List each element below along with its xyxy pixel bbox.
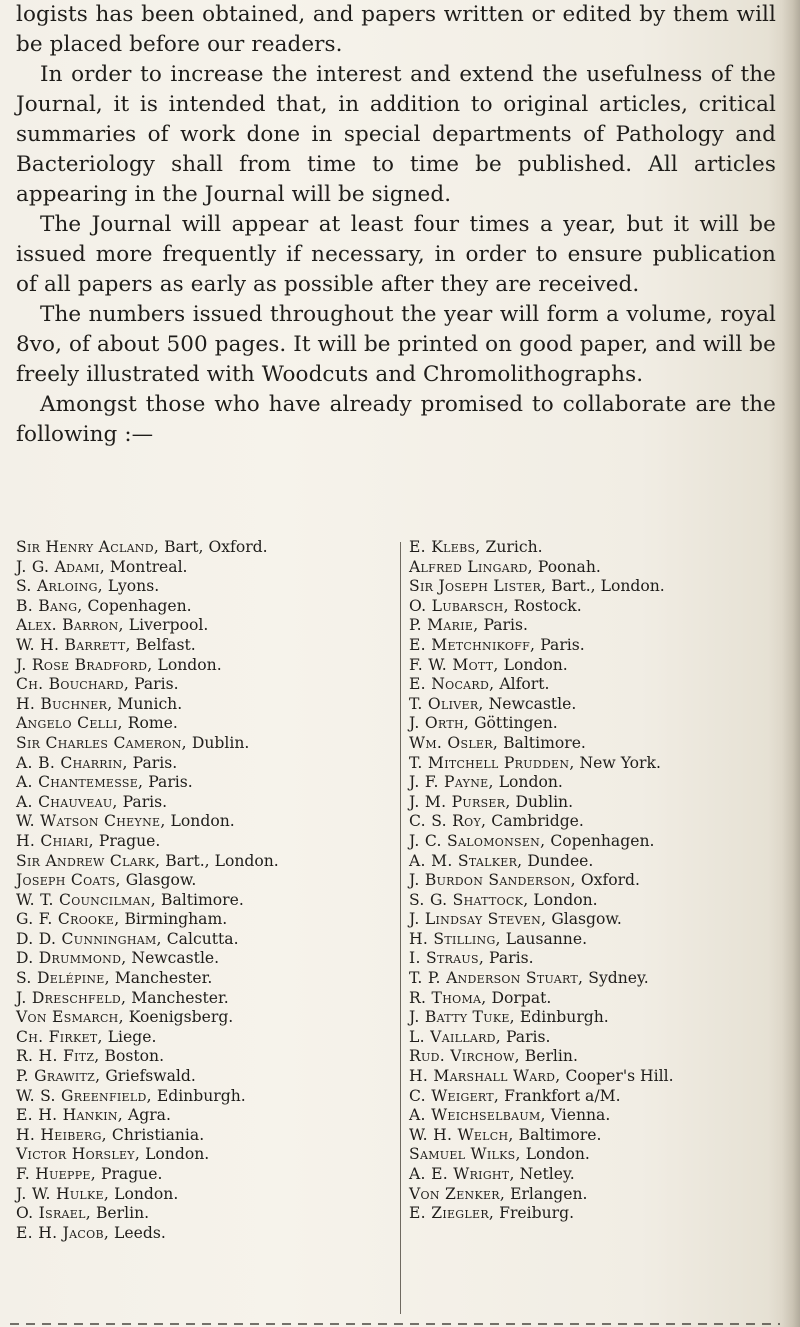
collaborator-entry bbox=[409, 1008, 779, 1028]
collaborator-entry bbox=[409, 636, 779, 656]
collaborator-place: Montreal. bbox=[104, 557, 188, 576]
collaborator-entry bbox=[409, 754, 779, 774]
collaborator-place: Sydney. bbox=[583, 969, 649, 988]
collaborator-entry bbox=[409, 852, 779, 872]
collaborator-place: Newcastle. bbox=[126, 949, 220, 968]
collaborator-place: New York. bbox=[574, 753, 661, 772]
collaborator-place: Lausanne. bbox=[500, 929, 588, 948]
collaborator-place: Berlin. bbox=[519, 1047, 578, 1066]
collaborator-name: T. Oliver, bbox=[409, 694, 484, 713]
collaborator-entry bbox=[16, 949, 386, 969]
collaborator-entry bbox=[16, 577, 386, 597]
collaborator-place: Dublin. bbox=[186, 733, 250, 752]
collaborator-name: J. Lindsay Steven, bbox=[409, 910, 547, 929]
collaborator-entry bbox=[409, 949, 779, 969]
collaborator-entry bbox=[409, 1047, 779, 1067]
collaborator-place: Bart., London. bbox=[546, 577, 665, 596]
collaborator-name: D. D. Cunningham, bbox=[16, 929, 162, 948]
collaborator-entry bbox=[16, 675, 386, 695]
page-edge-shadow bbox=[782, 0, 800, 1327]
paragraph-collaborators-intro: Amongst those who have already promised to collaborate are the following :— bbox=[16, 392, 776, 447]
collaborator-entry bbox=[16, 852, 386, 872]
column-divider bbox=[400, 542, 401, 1314]
collaborator-entry bbox=[16, 616, 386, 636]
collaborator-place: Cooper's Hill. bbox=[560, 1067, 674, 1086]
collaborator-name: W. T. Councilman, bbox=[16, 890, 157, 909]
collaborator-entry bbox=[16, 1185, 386, 1205]
collaborator-place: Oxford. bbox=[575, 871, 640, 890]
collaborator-entry bbox=[16, 1008, 386, 1028]
collaborator-entry bbox=[409, 871, 779, 891]
collaborator-name: A. Weichselbaum, bbox=[409, 1106, 546, 1125]
collaborator-name: I. Straus, bbox=[409, 949, 485, 968]
collaborator-name: R. Thoma, bbox=[409, 988, 487, 1007]
collaborator-name: Sir Joseph Lister, bbox=[409, 577, 547, 596]
collaborator-name: J. Orth, bbox=[409, 714, 470, 733]
collaborator-name: E. H. Jacob, bbox=[16, 1223, 110, 1242]
collaborator-name: J. W. Hulke, bbox=[16, 1184, 110, 1203]
collaborator-entry bbox=[409, 1067, 779, 1087]
collaborator-name: F. W. Mott, bbox=[409, 655, 499, 674]
collaborator-entry bbox=[16, 558, 386, 578]
collaborator-place: Manchester. bbox=[109, 969, 213, 988]
collaborator-name: Alfred Lingard, bbox=[409, 557, 533, 576]
collaborator-name: J. C. Salomonsen, bbox=[409, 831, 546, 850]
collaborator-place: Paris. bbox=[127, 753, 178, 772]
collaborator-place: Liverpool. bbox=[123, 616, 209, 635]
collaborator-entry bbox=[409, 734, 779, 754]
collaborator-place: Prague. bbox=[93, 831, 161, 850]
collaborator-place: Koenigsberg. bbox=[123, 1008, 234, 1027]
collaborator-name: W. H. Welch, bbox=[409, 1125, 514, 1144]
collaborators-left-column bbox=[16, 538, 386, 1243]
collaborator-entry bbox=[409, 969, 779, 989]
collaborator-name: E. Ziegler, bbox=[409, 1204, 495, 1223]
collaborator-place: Rostock. bbox=[508, 596, 582, 615]
collaborator-name: Rud. Virchow, bbox=[409, 1047, 520, 1066]
collaborator-entry bbox=[409, 930, 779, 950]
collaborator-name: J. F. Payne, bbox=[409, 773, 494, 792]
collaborator-entry bbox=[16, 695, 386, 715]
collaborator-name: Sir Henry Acland, bbox=[16, 538, 160, 556]
collaborator-place: Birmingham. bbox=[119, 910, 228, 929]
collaborator-place: Paris. bbox=[129, 675, 179, 694]
collaborator-name: G. F. Crooke, bbox=[16, 910, 120, 929]
collaborator-name: S. Arloing, bbox=[16, 577, 103, 596]
collaborator-name: Sir Charles Cameron, bbox=[16, 733, 187, 752]
collaborator-name: P. Grawitz, bbox=[16, 1067, 101, 1086]
collaborator-name: J. G. Adami, bbox=[16, 557, 105, 576]
collaborator-place: Baltimore. bbox=[513, 1125, 602, 1144]
collaborator-entry bbox=[16, 734, 386, 754]
collaborator-name: T. Mitchell Prudden, bbox=[409, 753, 575, 772]
collaborator-entry bbox=[16, 969, 386, 989]
paragraph-frequency: The Journal will appear at least four times a year, but it will be issued more frequently if necessary, in order to ensure publication of all papers as early as possible after they are received. bbox=[16, 212, 776, 297]
collaborator-name: Ch. Bouchard, bbox=[16, 675, 130, 694]
collaborator-entry bbox=[16, 1224, 386, 1244]
collaborator-entry bbox=[16, 597, 386, 617]
collaborator-entry bbox=[16, 714, 386, 734]
collaborator-place: Munich. bbox=[112, 694, 183, 713]
collaborator-name: C. Weigert, bbox=[409, 1086, 500, 1105]
collaborator-entry bbox=[409, 1126, 779, 1146]
collaborator-place: Newcastle. bbox=[483, 694, 577, 713]
collaborator-place: Frankfort a/M. bbox=[499, 1086, 621, 1105]
collaborator-name: J. Dreschfeld, bbox=[16, 988, 127, 1007]
collaborator-place: Rome. bbox=[122, 714, 178, 733]
collaborator-entry bbox=[16, 1067, 386, 1087]
collaborator-entry bbox=[409, 616, 779, 636]
collaborator-entry bbox=[409, 577, 779, 597]
collaborator-name: J. Batty Tuke, bbox=[409, 1008, 515, 1027]
collaborator-place: Leeds. bbox=[109, 1223, 166, 1242]
collaborator-place: London. bbox=[528, 890, 598, 909]
collaborator-place: London. bbox=[520, 1145, 590, 1164]
collaborator-place: Agra. bbox=[123, 1106, 171, 1125]
collaborator-entry bbox=[16, 1028, 386, 1048]
collaborators-right-column bbox=[409, 538, 779, 1224]
collaborator-entry bbox=[16, 773, 386, 793]
collaborator-place: Glasgow. bbox=[120, 871, 197, 890]
collaborator-place: Paris. bbox=[117, 792, 168, 811]
collaborator-place: Baltimore. bbox=[498, 733, 586, 752]
collaborator-name: Victor Horsley, bbox=[16, 1145, 141, 1164]
collaborator-entry bbox=[409, 558, 779, 578]
collaborator-name: A. M. Stalker, bbox=[409, 851, 523, 870]
collaborator-name: D. Drummond, bbox=[16, 949, 127, 968]
collaborator-name: F. Hueppe, bbox=[16, 1165, 96, 1183]
collaborator-place: Dublin. bbox=[510, 792, 574, 811]
collaborator-entry bbox=[409, 773, 779, 793]
collaborator-place: Cambridge. bbox=[486, 812, 584, 831]
collaborator-entry bbox=[16, 1087, 386, 1107]
collaborator-entry bbox=[409, 989, 779, 1009]
collaborator-name: W. S. Greenfield, bbox=[16, 1086, 152, 1105]
collaborator-name: L. Vaillard, bbox=[409, 1027, 502, 1046]
collaborator-place: Bart., London. bbox=[160, 851, 279, 870]
collaborator-place: Erlangen. bbox=[505, 1184, 588, 1203]
collaborator-entry bbox=[409, 1145, 779, 1165]
collaborator-name: A. E. Wright, bbox=[409, 1165, 515, 1183]
paragraph-volume: The numbers issued throughout the year will form a volume, royal 8vo, of about 500 pages. It will be printed on good paper, and will be freely illustrated with Woodcuts and Chromolithographs. bbox=[16, 302, 776, 387]
collaborator-entry bbox=[16, 793, 386, 813]
collaborator-place: Manchester. bbox=[126, 988, 229, 1007]
paragraph-continuation: logists has been obtained, and papers written or edited by them will be placed before our readers. bbox=[16, 2, 776, 57]
collaborator-name: Ch. Firket, bbox=[16, 1027, 103, 1046]
collaborator-name: Samuel Wilks, bbox=[409, 1145, 521, 1164]
collaborator-place: London. bbox=[152, 655, 222, 674]
collaborator-name: Angelo Celli, bbox=[16, 714, 123, 733]
collaborator-place: Paris. bbox=[535, 635, 585, 654]
collaborator-place: Belfast. bbox=[130, 635, 196, 654]
paragraph-usefulness: In order to increase the interest and extend the usefulness of the Journal, it is intended that, in addition to original articles, critical summaries of work done in special departments of Pathology and Bacteriology shall from time to time be published. All articles appearing in the Journal will be signed. bbox=[16, 62, 776, 207]
collaborator-place: London. bbox=[493, 773, 563, 792]
collaborator-name: P. Marie, bbox=[409, 616, 479, 635]
collaborator-name: E. Klebs, bbox=[409, 538, 481, 556]
collaborator-name: W. Watson Cheyne, bbox=[16, 812, 166, 831]
collaborator-entry bbox=[409, 1204, 779, 1224]
collaborator-entry bbox=[16, 871, 386, 891]
collaborator-place: Baltimore. bbox=[156, 890, 244, 909]
collaborator-name: Von Esmarch, bbox=[16, 1008, 124, 1027]
collaborator-place: Christiania. bbox=[106, 1125, 205, 1144]
collaborator-place: London. bbox=[165, 812, 235, 831]
collaborator-entry bbox=[16, 754, 386, 774]
collaborator-place: Göttingen. bbox=[469, 714, 558, 733]
collaborator-name: Wm. Osler, bbox=[409, 733, 499, 752]
collaborator-name: R. H. Fitz, bbox=[16, 1047, 100, 1066]
collaborator-place: London. bbox=[140, 1145, 210, 1164]
collaborator-entry bbox=[16, 1145, 386, 1165]
collaborator-place: London. bbox=[498, 655, 568, 674]
collaborator-name: B. Bang, bbox=[16, 596, 83, 615]
collaborator-place: Boston. bbox=[99, 1047, 165, 1066]
collaborator-name: J. M. Purser, bbox=[409, 792, 511, 811]
collaborator-place: Zurich. bbox=[480, 538, 543, 556]
collaborator-place: Freiburg. bbox=[494, 1204, 575, 1223]
collaborator-place: Vienna. bbox=[545, 1106, 611, 1125]
collaborator-name: H. Chiari, bbox=[16, 831, 94, 850]
collaborator-entry bbox=[409, 910, 779, 930]
collaborator-place: Griefswald. bbox=[100, 1067, 196, 1086]
collaborator-name: Von Zenker, bbox=[409, 1184, 506, 1203]
collaborator-name: J. Burdon Sanderson, bbox=[409, 871, 576, 890]
collaborator-name: O. Lubarsch, bbox=[409, 596, 509, 615]
prospectus-text bbox=[16, 0, 776, 450]
collaborator-entry bbox=[16, 891, 386, 911]
collaborator-name: S. Delépine, bbox=[16, 969, 110, 988]
collaborator-entry bbox=[409, 538, 779, 558]
collaborator-entry bbox=[16, 930, 386, 950]
collaborator-entry bbox=[409, 1185, 779, 1205]
collaborator-place: Netley. bbox=[514, 1165, 575, 1183]
collaborator-entry bbox=[409, 656, 779, 676]
collaborator-entry bbox=[16, 636, 386, 656]
collaborator-name: S. G. Shattock, bbox=[409, 890, 529, 909]
collaborator-entry bbox=[409, 597, 779, 617]
collaborator-name: E. Metchnikoff, bbox=[409, 635, 536, 654]
collaborator-entry bbox=[409, 1028, 779, 1048]
collaborator-entry bbox=[16, 812, 386, 832]
collaborator-entry bbox=[409, 793, 779, 813]
collaborators-list bbox=[16, 538, 776, 1318]
collaborator-name: J. Rose Bradford, bbox=[16, 655, 153, 674]
collaborator-name: C. S. Roy, bbox=[409, 812, 487, 831]
collaborator-place: Prague. bbox=[96, 1165, 163, 1183]
collaborator-place: London. bbox=[109, 1184, 179, 1203]
collaborator-entry bbox=[409, 1087, 779, 1107]
collaborator-name: A. Chantemesse, bbox=[16, 773, 144, 792]
collaborator-name: E. Nocard, bbox=[409, 675, 495, 694]
collaborator-place: Paris. bbox=[484, 949, 534, 968]
collaborator-place: Paris. bbox=[143, 773, 193, 792]
collaborator-place: Dorpat. bbox=[486, 988, 552, 1007]
collaborator-place: Edinburgh. bbox=[151, 1086, 246, 1105]
collaborator-name: A. B. Charrin, bbox=[16, 753, 128, 772]
collaborator-name: O. Israel, bbox=[16, 1204, 91, 1223]
collaborator-entry bbox=[409, 891, 779, 911]
collaborator-place: Paris. bbox=[501, 1027, 551, 1046]
collaborator-place: Edinburgh. bbox=[514, 1008, 609, 1027]
collaborator-name: Alex. Barron, bbox=[16, 616, 124, 635]
collaborator-name: T. P. Anderson Stuart, bbox=[409, 969, 584, 988]
collaborator-entry bbox=[409, 695, 779, 715]
collaborator-name: Joseph Coats, bbox=[16, 871, 121, 890]
collaborator-place: Dundee. bbox=[522, 851, 594, 870]
collaborator-entry bbox=[16, 1126, 386, 1146]
collaborator-place: Copenhagen. bbox=[82, 596, 192, 615]
collaborator-name: Sir Andrew Clark, bbox=[16, 851, 161, 870]
collaborator-name: H. Marshall Ward, bbox=[409, 1067, 561, 1086]
collaborator-name: W. H. Barrett, bbox=[16, 635, 131, 654]
collaborator-entry bbox=[409, 1106, 779, 1126]
collaborator-place: Alfort. bbox=[494, 675, 550, 694]
collaborator-entry bbox=[409, 1165, 779, 1185]
collaborator-entry bbox=[409, 675, 779, 695]
collaborator-entry bbox=[16, 1047, 386, 1067]
collaborator-entry bbox=[16, 832, 386, 852]
collaborator-entry bbox=[409, 832, 779, 852]
collaborator-place: Bart, Oxford. bbox=[159, 538, 268, 556]
collaborator-entry bbox=[409, 714, 779, 734]
collaborator-name: H. Stilling, bbox=[409, 929, 501, 948]
collaborator-place: Paris. bbox=[478, 616, 528, 635]
collaborator-place: Copenhagen. bbox=[545, 831, 655, 850]
collaborator-entry bbox=[16, 910, 386, 930]
collaborator-place: Calcutta. bbox=[161, 929, 239, 948]
collaborator-name: E. H. Hankin, bbox=[16, 1106, 124, 1125]
collaborator-entry bbox=[16, 656, 386, 676]
collaborator-entry bbox=[16, 989, 386, 1009]
collaborator-entry bbox=[16, 1106, 386, 1126]
collaborator-place: Poonah. bbox=[532, 557, 601, 576]
collaborator-place: Lyons. bbox=[102, 577, 160, 596]
collaborator-entry bbox=[16, 1204, 386, 1224]
collaborator-entry bbox=[409, 812, 779, 832]
collaborator-place: Liege. bbox=[102, 1027, 157, 1046]
collaborator-name: H. Buchner, bbox=[16, 694, 113, 713]
collaborator-name: H. Heiberg, bbox=[16, 1125, 107, 1144]
collaborator-place: Glasgow. bbox=[546, 910, 622, 929]
collaborator-name: A. Chauveau, bbox=[16, 792, 118, 811]
collaborator-entry bbox=[16, 538, 386, 558]
collaborator-entry bbox=[16, 1165, 386, 1185]
cut-off-next-line bbox=[0, 1319, 800, 1327]
collaborator-place: Berlin. bbox=[91, 1204, 150, 1223]
